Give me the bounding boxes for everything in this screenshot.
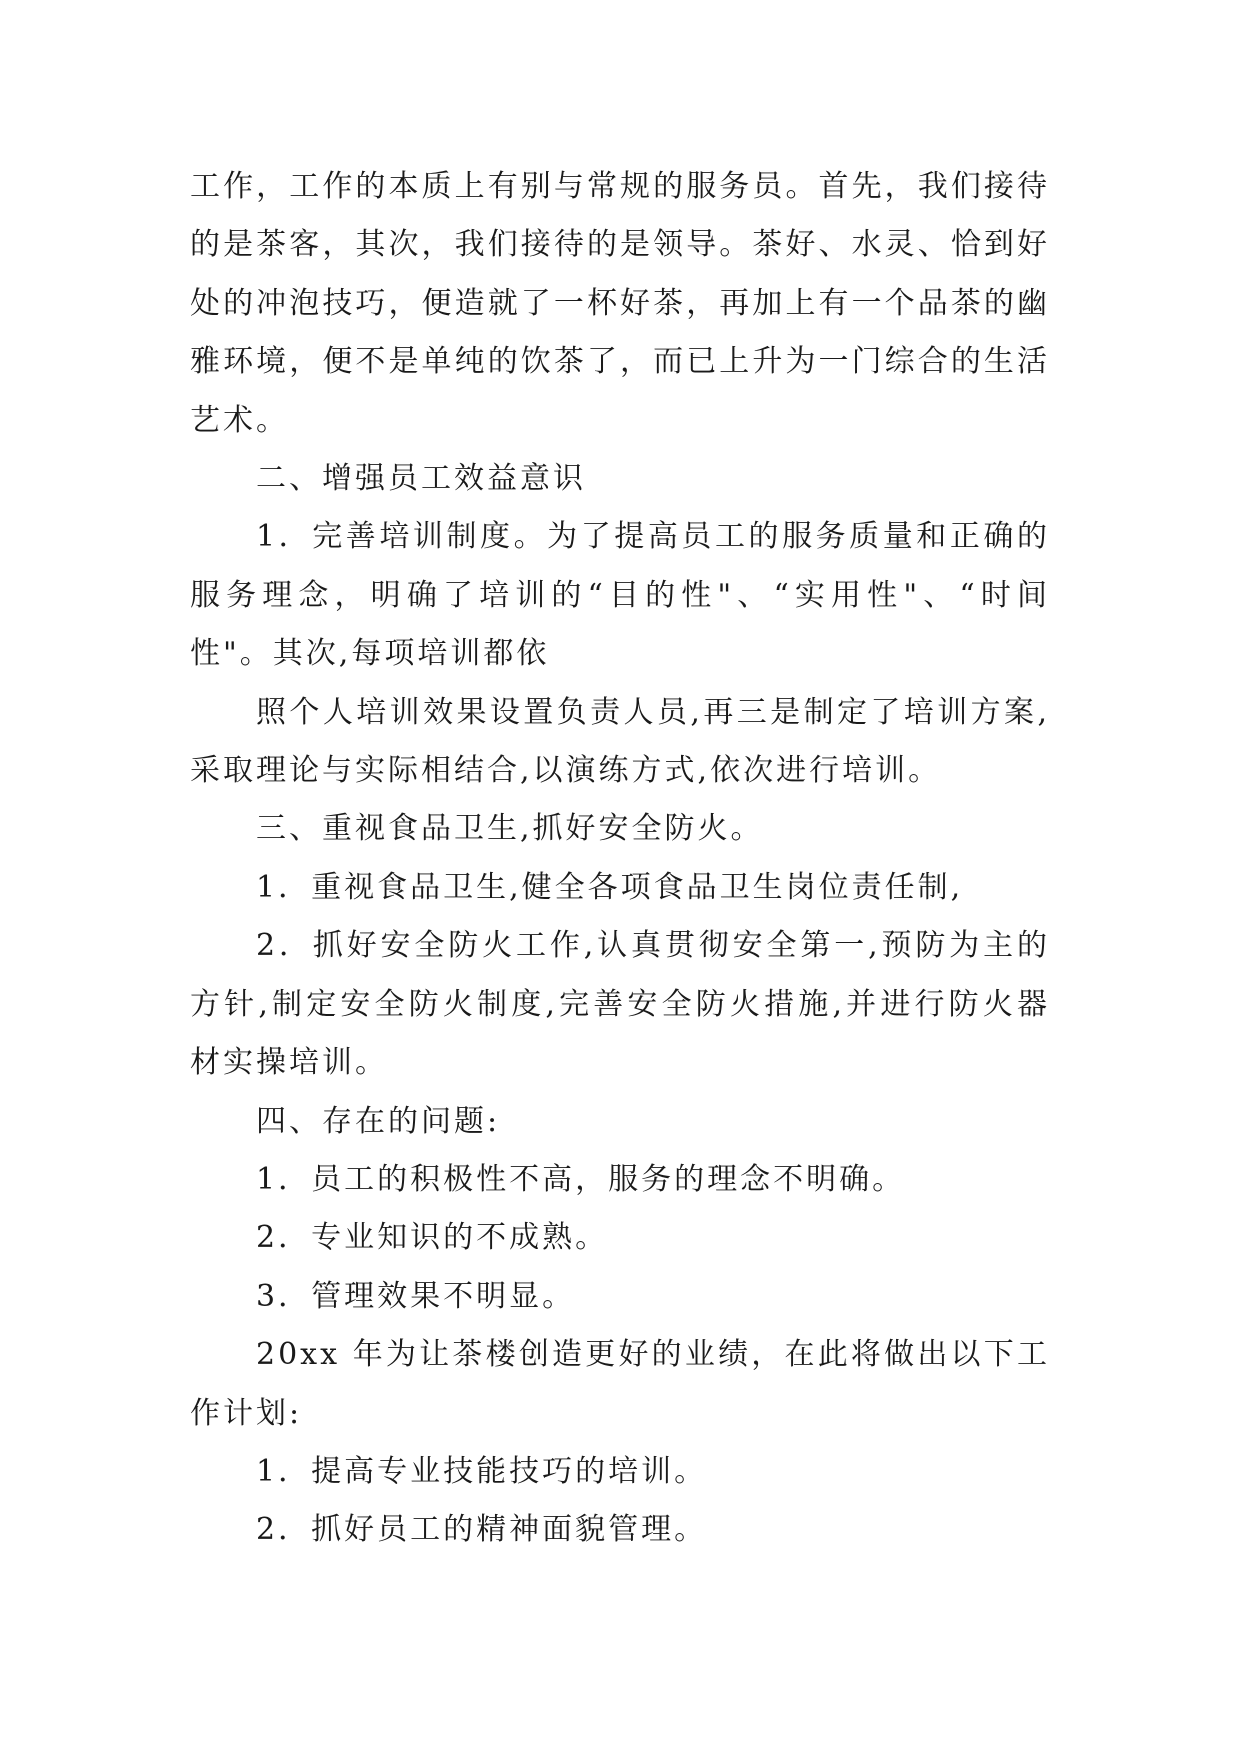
list-item-problem-3: 3．管理效果不明显。 xyxy=(256,1278,576,1314)
paragraph-training-plan: 照个人培训效果设置负责人员,再三是制定了培训方案,采取理论与实际相结合,以演练方式,依次进行培训。 xyxy=(190,694,1050,789)
paragraph-service-nature: 工作，工作的本质上有别与常规的服务员。首先，我们接待的是茶客，其次，我们接待的是领导。茶好、水灵、恰到好处的冲泡技巧，便造就了一杯好茶，再加上有一个品茶的幽雅环境，便不是单纯的饮茶了，而已上升为一门综合的生活艺术。 xyxy=(190,169,1050,438)
list-item-problem-2: 2．专业知识的不成熟。 xyxy=(256,1220,609,1256)
list-item-food-hygiene: 1．重视食品卫生,健全各项食品卫生岗位责任制, xyxy=(256,869,964,905)
list-item-fire-safety: 2．抓好安全防火工作,认真贯彻安全第一,预防为主的方针,制定安全防火制度,完善安全防火措施,并进行防火器材实操培训。 xyxy=(190,928,1050,1081)
list-item-plan-1: 1．提高专业技能技巧的培训。 xyxy=(256,1453,708,1489)
heading-section-three: 三、重视食品卫生,抓好安全防火。 xyxy=(256,811,764,847)
list-item-problem-1: 1．员工的积极性不高，服务的理念不明确。 xyxy=(256,1161,906,1197)
document-body xyxy=(190,158,1050,1560)
heading-section-two: 二、增强员工效益意识 xyxy=(256,461,586,497)
paragraph-training-system: 1．完善培训制度。为了提高员工的服务质量和正确的服务理念，明确了培训的“目的性"、“实用性"、“时间性"。其次,每项培训都依 xyxy=(190,519,1050,672)
paragraph-work-plan-intro: 20xx 年为让茶楼创造更好的业绩，在此将做出以下工作计划: xyxy=(190,1337,1050,1431)
heading-section-four: 四、存在的问题: xyxy=(256,1103,501,1139)
list-item-plan-2: 2．抓好员工的精神面貌管理。 xyxy=(256,1512,708,1548)
